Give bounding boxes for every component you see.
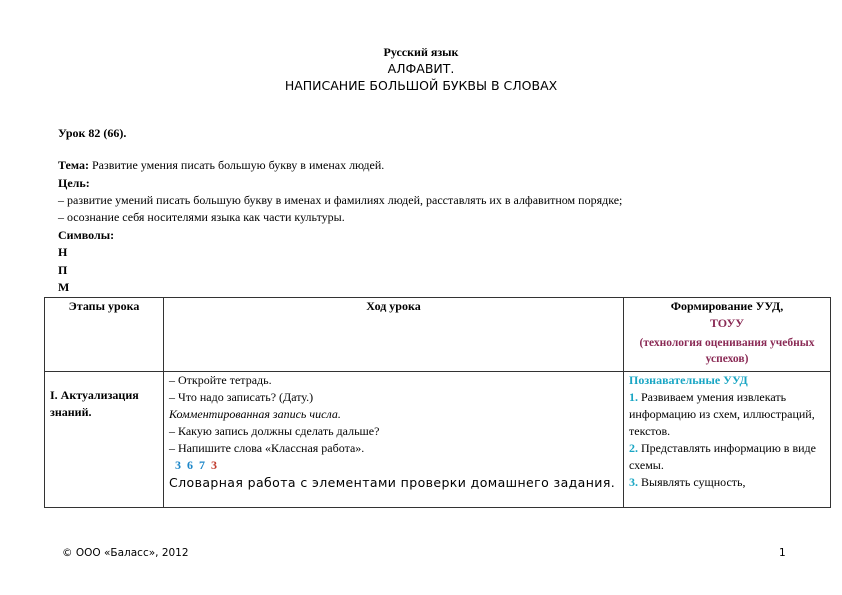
digit: 3 [175, 458, 181, 472]
uud-item-number: 3. [629, 475, 638, 489]
vocab-heading: Словарная работа с элементами проверки домашнего задания. [169, 475, 616, 490]
lesson-number: Урок 82 (66). [58, 126, 127, 140]
digit-row [169, 457, 618, 474]
header-touu-desc: (технология оценивания учебных успехов) [639, 337, 815, 365]
topic-label: Тема: [58, 158, 89, 172]
table-row [45, 372, 831, 508]
copyright: © ООО «Баласс», 2012 [62, 547, 189, 559]
digit: 3 [211, 458, 217, 472]
uud-item-text: Развиваем умения извлекать информацию из схем, иллюстраций, текстов. [629, 390, 815, 438]
page-number: 1 [779, 547, 786, 559]
uud-item [629, 440, 825, 474]
goal-item: – развитие умений писать большую букву в именах и фамилиях людей, расставлять их в алфавитном порядке; [58, 193, 623, 207]
symbols-label: Символы: [58, 228, 115, 242]
uud-item-text: Представлять информацию в виде схемы. [629, 441, 816, 472]
topic [58, 158, 384, 173]
uud-item [629, 474, 825, 491]
header-stages: Этапы урока [45, 298, 164, 372]
table-header-row [45, 298, 831, 372]
symbol-item: М [58, 280, 70, 294]
lesson-title-line1: АЛФАВИТ. [387, 61, 455, 76]
header-uud-label: Формирование УУД, [670, 299, 784, 313]
uud-item-number: 2. [629, 441, 638, 455]
course-italic-line: Комментированная запись числа. [169, 407, 341, 421]
uud-title: Познавательные УУД [629, 373, 748, 387]
subject-title: Русский язык [383, 45, 459, 59]
course-line: – Откройте тетрадь. [169, 373, 272, 387]
stage-cell: I. Актуализация знаний. [45, 372, 164, 508]
uud-item-number: 1. [629, 390, 638, 404]
header-touu: ТОУУ [709, 316, 745, 330]
goal-label: Цель: [58, 176, 90, 190]
goal-item: – осознание себя носителями языка как части культуры. [58, 210, 345, 224]
lesson-title-line2: НАПИСАНИЕ БОЛЬШОЙ БУКВЫ В СЛОВАХ [284, 78, 558, 93]
header-uud [624, 298, 831, 372]
topic-text: Развитие умения писать большую букву в именах людей. [88, 158, 385, 172]
uud-item-text: Выявлять сущность, [638, 475, 746, 489]
uud-item [629, 389, 825, 440]
symbol-item: Н [58, 245, 68, 259]
uud-cell [624, 372, 831, 508]
course-line: – Какую запись должны сделать дальше? [169, 424, 380, 438]
digit: 7 [199, 458, 205, 472]
digit: 6 [187, 458, 193, 472]
course-line: – Что надо записать? (Дату.) [169, 390, 314, 404]
course-cell [164, 372, 624, 508]
course-line: – Напишите слова «Классная работа». [169, 441, 365, 455]
lesson-table [44, 297, 831, 508]
header-course: Ход урока [164, 298, 624, 372]
symbol-item: П [58, 263, 68, 277]
